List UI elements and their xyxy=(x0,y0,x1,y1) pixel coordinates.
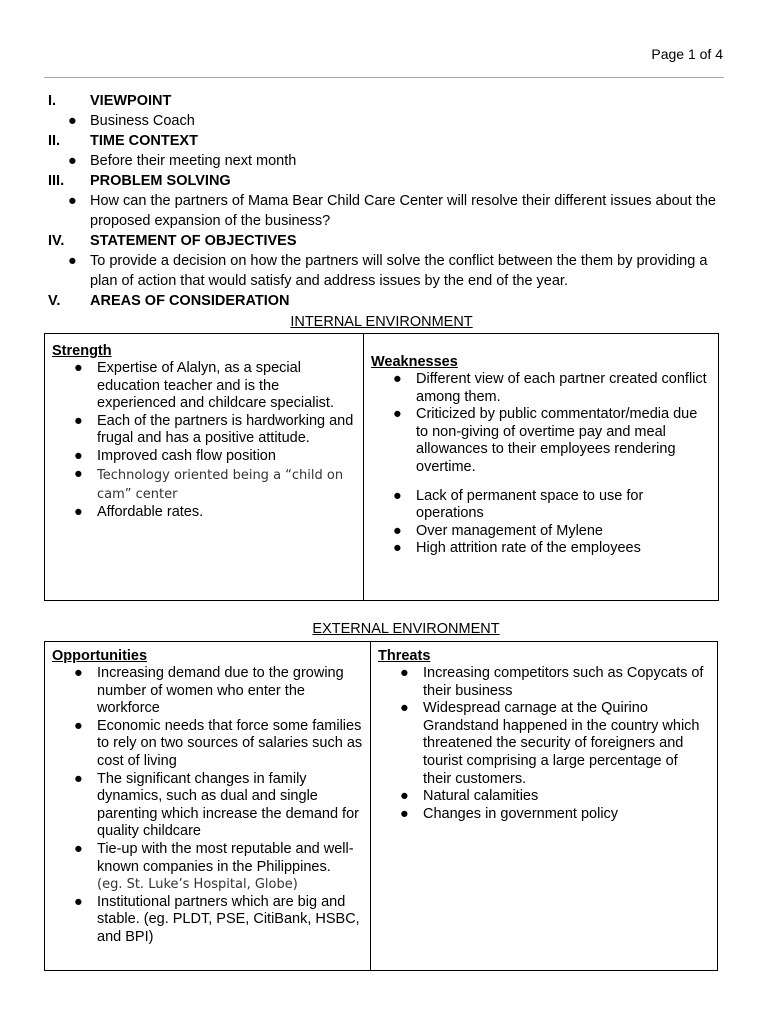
external-environment-table xyxy=(44,641,718,971)
list-item: ● Improved cash flow position xyxy=(74,447,276,464)
list-item: ● Economic needs that force some families to rely on two sources of salaries such as cost of living xyxy=(74,717,363,769)
list-item: ● High attrition rate of the employees xyxy=(393,540,641,557)
section-heading: IV. STATEMENT OF OBJECTIVES xyxy=(48,233,297,249)
section-bullet: ● To provide a decision on how the partners will solve the conflict between the them by providing a plan of action that would satisfy and address issues by the end of the year. xyxy=(68,253,708,289)
section-heading: II. TIME CONTEXT xyxy=(48,133,198,149)
list-item: ● Criticized by public commentator/media due to non-giving of overtime pay and meal allowances to their employees rendering overtime. xyxy=(393,406,698,475)
list-item: ● Lack of permanent space to use for operations xyxy=(393,487,644,522)
page-number: Page 1 of 4 xyxy=(651,46,723,62)
section-bullet: ● Business Coach xyxy=(68,113,195,129)
section-heading: III. PROBLEM SOLVING xyxy=(48,173,231,189)
internal-environment-title: INTERNAL ENVIRONMENT xyxy=(290,314,473,330)
list-item: ● Natural calamities xyxy=(400,788,539,805)
threats-heading: Threats xyxy=(378,648,431,664)
list-item: ● Technology oriented being a “child on cam” center xyxy=(74,465,344,502)
section-bullet: ● Before their meeting next month xyxy=(68,153,297,169)
list-item: ● Increasing competitors such as Copycats of their business xyxy=(400,665,704,699)
section-heading: I. VIEWPOINT xyxy=(48,93,172,109)
list-item: ● Expertise of Alalyn, as a special education teacher and is the experienced and childcare specialist. xyxy=(74,360,334,412)
section-bullet: ● How can the partners of Mama Bear Child Care Center will resolve their different issues about the proposed expansion of the business? xyxy=(68,193,716,229)
list-item: ● Tie-up with the most reputable and well-known companies in the Philippines. (eg. St. Luke’s Hospital, Globe) xyxy=(74,840,354,893)
threats-column xyxy=(371,642,717,970)
list-item: ● Each of the partners is hardworking and frugal and has a positive attitude. xyxy=(74,412,354,447)
list-item: ● Different view of each partner created conflict among them. xyxy=(393,371,707,405)
header-rule xyxy=(44,77,724,78)
weaknesses-heading: Weaknesses xyxy=(371,354,458,370)
section-heading: V. AREAS OF CONSIDERATION xyxy=(48,293,290,309)
list-item: ● Widespread carnage at the Quirino Grandstand happened in the country which threatened the security of foreigners and tourist comprising a large percentage of their customers. xyxy=(400,700,700,787)
opportunities-column xyxy=(45,642,371,970)
list-item: ● Increasing demand due to the growing number of women who enter the workforce xyxy=(74,665,344,717)
list-item: ● Institutional partners which are big and stable. (eg. PLDT, PSE, CitiBank, HSBC, and BPI) xyxy=(74,893,360,945)
case-outline xyxy=(48,91,728,311)
list-item: ● Affordable rates. xyxy=(74,503,204,520)
internal-environment-table xyxy=(44,333,719,601)
strength-column xyxy=(45,334,364,600)
list-item: ● Changes in government policy xyxy=(400,805,619,822)
opportunities-heading: Opportunities xyxy=(52,648,148,664)
list-item: ● The significant changes in family dynamics, such as dual and single parenting which increase the demand for quality childcare xyxy=(74,770,359,840)
weaknesses-column xyxy=(364,334,718,600)
list-item: ● Over management of Mylene xyxy=(393,522,603,539)
external-environment-title: EXTERNAL ENVIRONMENT xyxy=(312,621,500,637)
strength-heading: Strength xyxy=(52,343,112,359)
